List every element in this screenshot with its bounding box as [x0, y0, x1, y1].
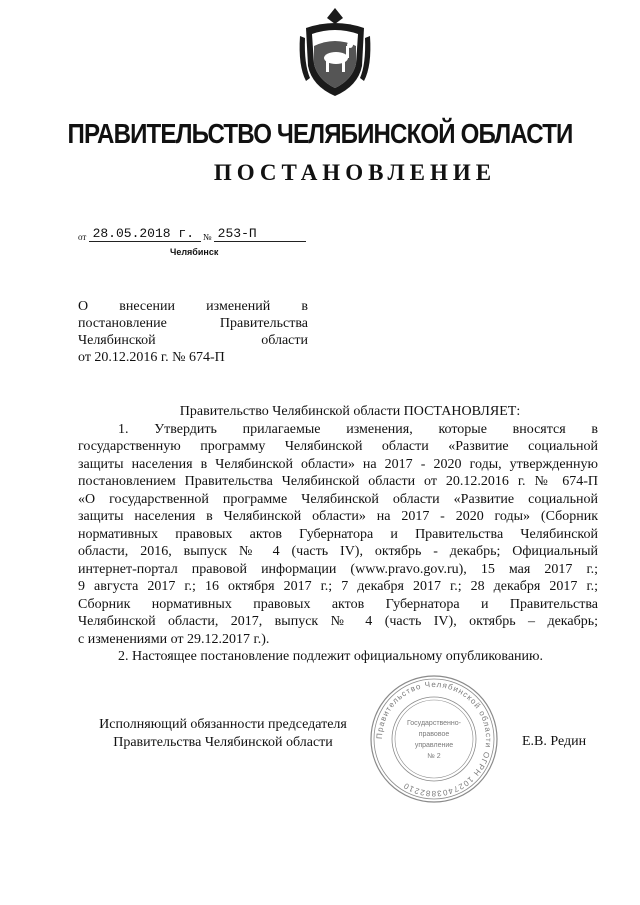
document-number: 253-П [214, 226, 306, 242]
paragraph-line: Сборник нормативных правовых актов Губернатора и Правительства [78, 596, 598, 612]
position-line: Исполняющий обязанности председателя [99, 717, 347, 732]
seal-inner-line: управление [414, 742, 454, 749]
seal-inner-line: правовое [418, 731, 450, 738]
document-type: ПОСТАНОВЛЕНИЕ [213, 160, 497, 185]
subject-line: постановление Правительства [78, 316, 308, 331]
paragraph-line: постановлением Правительства Челябинской области от 20.12.2016 г. № 674-П [78, 474, 598, 489]
document-city: Челябинск [170, 247, 219, 257]
document-body [78, 403, 598, 666]
seal-inner-line: Государственно- [406, 720, 462, 727]
government-title: ПРАВИТЕЛЬСТВО ЧЕЛЯБИНСКОЙ ОБЛАСТИ [67, 118, 573, 149]
subject-line: от 20.12.2016 г. № 674-П [78, 350, 225, 365]
paragraph-line: области, 2016, выпуск № 4 (часть IV), октябрь - декабрь; Официальный [78, 544, 598, 559]
subject-line: О внесении изменений в [78, 299, 308, 314]
paragraph-line: государственную программу Челябинской области «Развитие социальной [78, 439, 598, 454]
paragraph-line: интернет-портал правовой информации (www.pravo.gov.ru), 15 мая 2017 г.; [78, 561, 598, 577]
svg-text:Правительство Челябинской обла [375, 680, 493, 798]
seal-outer-text: Правительство Челябинской области ОГРН 1027403882210 [374, 679, 494, 799]
paragraph-line: защиты населения в Челябинской области» на 2017 - 2020 годы» (Сборник [78, 509, 598, 524]
coat-of-arms-emblem [296, 6, 374, 98]
document-date: 28.05.2018 г. [89, 226, 201, 242]
paragraph-line: Челябинской области, 2017, выпуск № 4 (часть IV), октябрь – декабрь; [78, 614, 598, 629]
document-subject [78, 298, 308, 366]
official-seal [368, 673, 500, 805]
paragraph-line: защиты населения в Челябинской области» на 2017 - 2020 годы, утвержденную [78, 456, 598, 472]
paragraph-line: «О государственной программе Челябинской области «Развитие социальной [78, 491, 598, 507]
document-meta [78, 226, 306, 242]
number-label: № [202, 232, 212, 242]
position-line: Правительства Челябинской области [113, 735, 333, 750]
paragraph-line: 1. Утвердить прилагаемые изменения, которые вносятся в [118, 421, 598, 437]
preamble: Правительство Челябинской области ПОСТАНОВЛЯЕТ: [179, 404, 521, 419]
seal-inner-line: № 2 [427, 753, 441, 760]
paragraph-line: 9 августа 2017 г.; 16 октября 2017 г.; 7 декабря 2017 г.; 28 декабря 2017 г.; [78, 579, 598, 594]
paragraph-line: нормативных правовых актов Губернатора и Правительства Челябинской [78, 526, 598, 542]
signatory-name: Е.В. Редин [522, 734, 587, 749]
subject-line: Челябинской области [78, 333, 308, 348]
date-label: от [78, 232, 87, 242]
paragraph-line: с изменениями от 29.12.2017 г.). [78, 631, 270, 647]
signatory-position [78, 716, 368, 752]
paragraph-2: 2. Настоящее постановление подлежит официальному опубликованию. [118, 649, 543, 664]
